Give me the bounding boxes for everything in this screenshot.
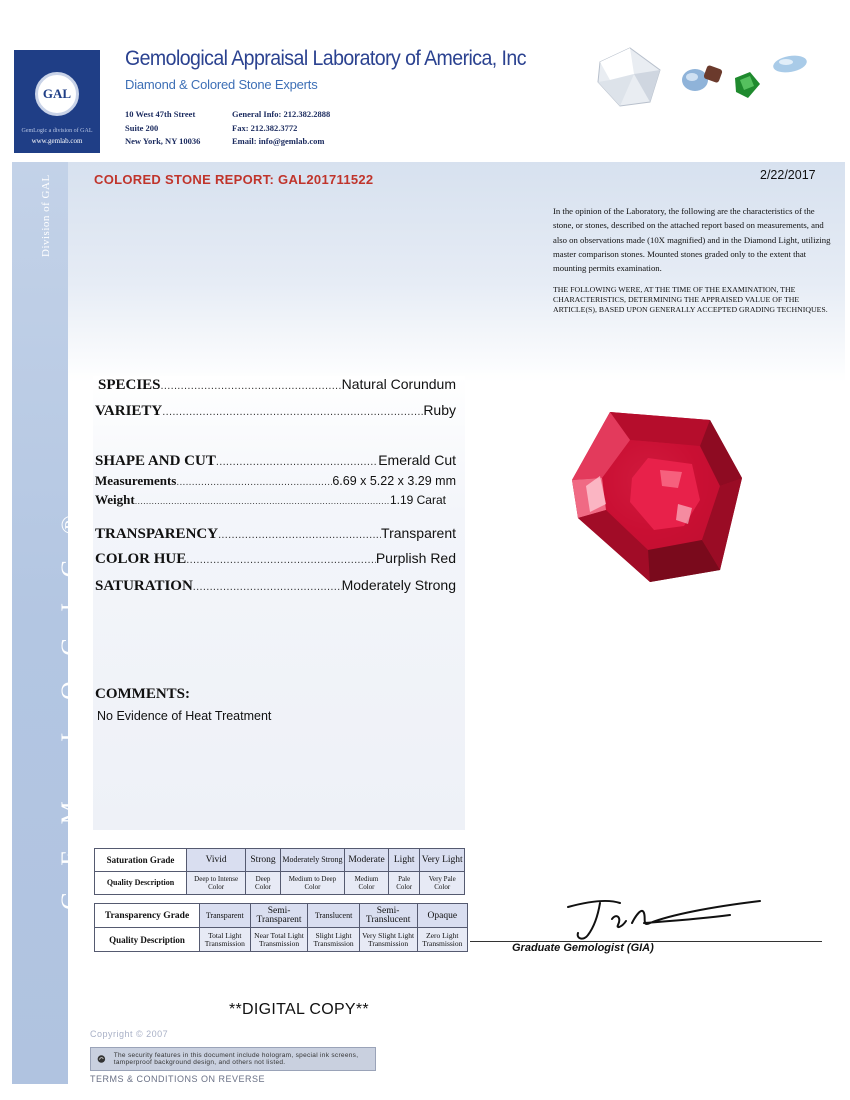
saturation-grade-cell: Strong: [246, 849, 281, 872]
comments-label: COMMENTS:: [95, 686, 190, 702]
opinion-paragraph: In the opinion of the Laboratory, the following are the characteristics of the stone, or stones, described on the attached report based on measurements, and also on observations made (10X magnified) and in the Diamond Light, utilizing master comparison stones. Mounted stones graded only to the extent that mounting permits examination.: [553, 206, 831, 274]
transparency-grade-cell: Opaque: [417, 904, 467, 928]
gemologist-signature: [560, 893, 790, 943]
transparency-desc-label: Quality Description: [95, 928, 200, 952]
transparency-desc-cell: Near Total Light Transmission: [250, 928, 308, 952]
terms-link[interactable]: TERMS & CONDITIONS ON REVERSE: [90, 1074, 266, 1084]
saturation-desc-cell: Very Pale Color: [420, 872, 465, 895]
field-transparency: [95, 525, 456, 543]
gemologist-title: Graduate Gemologist (GIA): [512, 942, 654, 954]
saturation-grade-cell: Moderate: [345, 849, 389, 872]
diamond-icon: [598, 48, 660, 106]
report-details-panel: [93, 376, 465, 830]
saturation-desc-cell: Deep to Intense Color: [187, 872, 246, 895]
leader-dots: [135, 496, 390, 506]
field-species: [98, 376, 456, 394]
field-saturation: [95, 577, 456, 595]
field-value: Emerald Cut: [378, 452, 456, 468]
ruby-gemstone-image: [560, 400, 750, 590]
field-label: COLOR HUE: [95, 551, 187, 567]
field-value: Natural Corundum: [341, 376, 456, 392]
leader-dots: [161, 380, 342, 392]
field-variety: [95, 402, 456, 420]
transparency-grade-cell: Transparent: [200, 904, 251, 928]
digital-copy-label: **DIGITAL COPY**: [229, 1001, 369, 1018]
field-label: SPECIES: [98, 377, 161, 393]
field-label: TRANSPARENCY: [95, 526, 219, 542]
address-line-1: 10 West 47th Street: [125, 109, 196, 119]
company-name: Gemological Appraisal Laboratory of America, Inc: [125, 47, 526, 70]
company-tagline: Diamond & Colored Stone Experts: [125, 77, 318, 92]
field-value: Transparent: [381, 525, 456, 541]
field-weight: [95, 492, 446, 508]
transparency-desc-cell: Very Slight Light Transmission: [359, 928, 417, 952]
address-line-2: Suite 200: [125, 122, 159, 133]
leader-dots: [176, 477, 332, 488]
saturation-desc-cell: Deep Color: [246, 872, 281, 895]
transparency-grade-cell: Semi-Transparent: [250, 904, 308, 928]
following-paragraph: THE FOLLOWING WERE, AT THE TIME OF THE EXAMINATION, THE CHARACTERISTICS, DETERMINING THE APPRAISED VALUE OF THE ARTICLE(S), BASED UPON GENERALLY ACCEPTED GRADING TECHNIQUES.: [553, 285, 828, 314]
field-shape-cut: [95, 452, 456, 470]
hologram-icon: [97, 1052, 106, 1066]
leader-dots: [186, 554, 376, 566]
field-label: VARIETY: [95, 403, 163, 419]
saturation-grade-table: [94, 848, 465, 895]
contact-fax: Fax: 212.382.3772: [232, 122, 298, 133]
saturation-grade-cell: Vivid: [187, 849, 246, 872]
contact-phone: General Info: 212.382.2888: [232, 109, 331, 119]
saturation-grade-cell: Moderately Strong: [280, 849, 344, 872]
comments-text: No Evidence of Heat Treatment: [97, 709, 272, 723]
saturation-desc-cell: Medium Color: [345, 872, 389, 895]
company-address: [125, 108, 200, 149]
field-measurements: [95, 473, 456, 489]
logo-division-text: GemLogic a division of GAL: [21, 128, 93, 134]
transparency-desc-cell: Total Light Transmission: [200, 928, 251, 952]
leader-dots: [216, 456, 378, 468]
leader-dots: [193, 581, 342, 593]
field-value: 6.69 x 5.22 x 3.29 mm: [332, 474, 456, 488]
field-value: 1.19 Carat: [389, 493, 446, 507]
leader-dots: [218, 529, 381, 541]
company-logo: [14, 50, 100, 153]
side-division-text: Division of GAL: [40, 174, 52, 257]
report-title: COLORED STONE REPORT: GAL201711522: [94, 172, 374, 187]
security-notice: [90, 1047, 376, 1071]
emerald-icon: [735, 72, 760, 98]
report-date: 2/22/2017: [760, 168, 816, 182]
field-label: SHAPE AND CUT: [95, 453, 216, 469]
field-value: Moderately Strong: [341, 577, 456, 593]
logo-seal: GAL: [35, 72, 79, 116]
field-label: Weight: [95, 492, 135, 507]
company-contact: [232, 108, 330, 149]
transparency-grade-cell: Translucent: [308, 904, 359, 928]
field-value: Ruby: [423, 402, 456, 418]
address-line-3: New York, NY 10036: [125, 136, 201, 146]
saturation-grade-cell: Light: [388, 849, 420, 872]
security-text: The security features in this document include hologram, special ink screens, tamperproof background design, and others not listed.: [113, 1051, 359, 1066]
field-label: SATURATION: [95, 578, 193, 594]
field-label: Measurements: [95, 473, 177, 488]
blue-topaz-icon: [682, 69, 708, 91]
copyright-text: Copyright © 2007: [90, 1029, 169, 1039]
saturation-grade-cell: Very Light: [420, 849, 465, 872]
saturation-desc-cell: Pale Color: [388, 872, 420, 895]
field-color-hue: [95, 550, 456, 568]
contact-email: Email: info@gemlab.com: [232, 136, 325, 146]
transparency-grade-label: Transparency Grade: [95, 904, 200, 928]
leader-dots: [162, 406, 423, 418]
side-brand-text: GEM-LOGIC®: [56, 489, 85, 910]
logo-website: www.gemlab.com: [31, 137, 83, 145]
transparency-grade-cell: Semi-Translucent: [359, 904, 417, 928]
aquamarine-icon: [772, 53, 808, 75]
saturation-grade-label: Saturation Grade: [95, 849, 187, 872]
transparency-desc-cell: Zero Light Transmission: [417, 928, 467, 952]
transparency-grade-table: [94, 903, 468, 952]
field-value: Purplish Red: [375, 550, 456, 566]
transparency-desc-cell: Slight Light Transmission: [308, 928, 359, 952]
gemstones-illustration: [590, 40, 820, 120]
saturation-desc-label: Quality Description: [95, 872, 187, 895]
saturation-desc-cell: Medium to Deep Color: [280, 872, 344, 895]
